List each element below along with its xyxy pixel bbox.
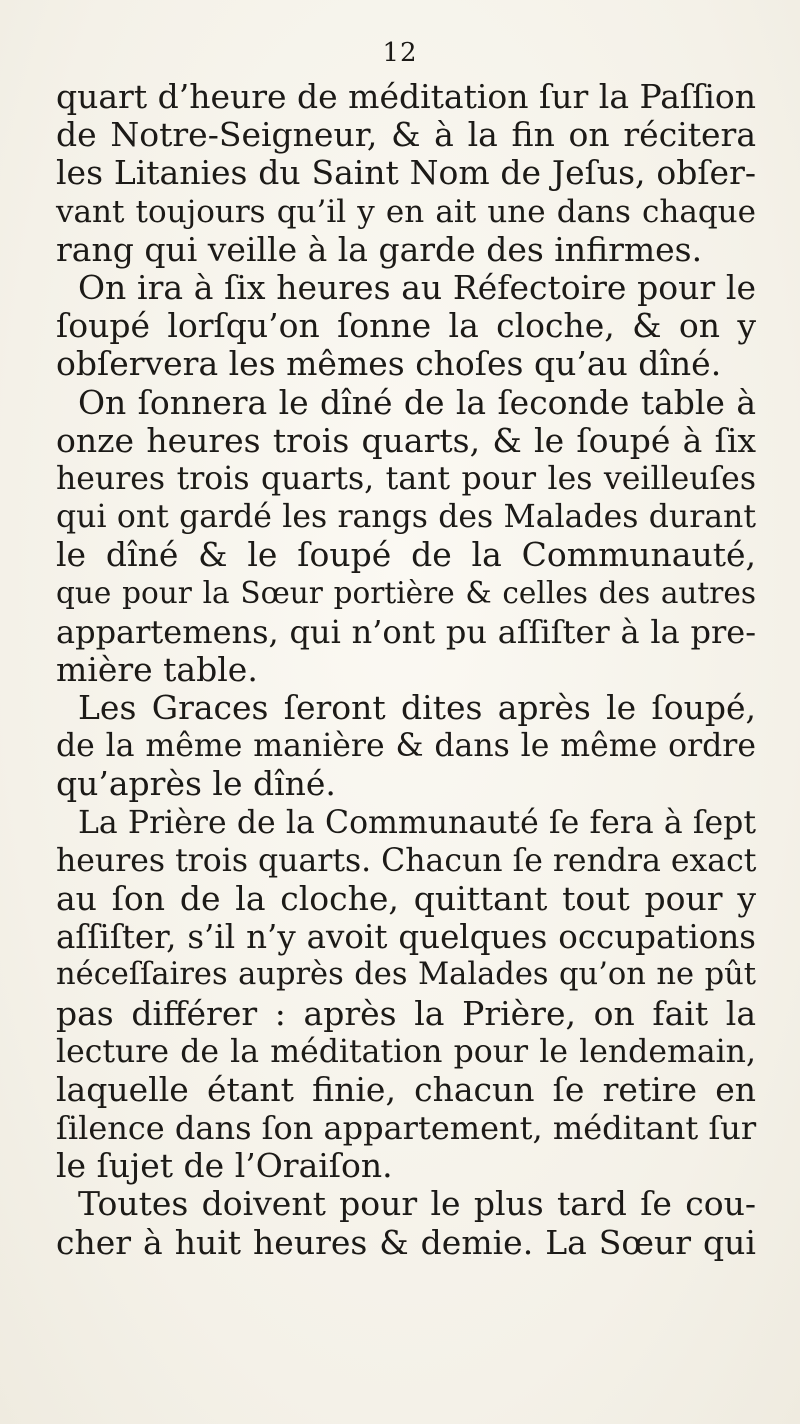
text-line: lecture de la méditation pour le lendemain,: [56, 1033, 756, 1070]
text-line: le ſujet de l’Oraiſon.: [56, 1146, 393, 1186]
text-line: Les Graces ſeront dites après le ſoupé,: [78, 688, 756, 727]
text-line: néceſſaires auprès des Malades qu’on ne pût: [56, 957, 756, 993]
text-line: La Prière de la Communauté ſe fera à ſept: [78, 804, 756, 841]
text-line: de la même manière & dans le même ordre: [56, 728, 756, 765]
text-line: quart d’heure de méditation ſur la Paſſion: [56, 77, 756, 116]
text-line: cher à huit heures & demie. La Sœur qui: [56, 1222, 756, 1262]
text-line: ſoupé lorſqu’on ſonne la cloche, & on y: [56, 306, 756, 346]
text-line: heures trois quarts, tant pour les veilleuſes: [56, 460, 756, 497]
page-number: 12: [382, 38, 418, 68]
text-line: heures trois quarts. Chacun ſe rendra exact: [56, 842, 757, 879]
text-line: rang qui veille à la garde des infirmes.: [56, 229, 703, 269]
text-line: pas différer : après la Prière, on fait la: [56, 993, 756, 1033]
text-line: On ſonnera le dîné de la ſeconde table à: [78, 382, 756, 422]
text-line: le dîné & le ſoupé de la Communauté,: [56, 535, 756, 575]
text-line: de Notre-Seigneur, & à la fin on récitera: [56, 115, 756, 155]
text-line: ſilence dans ſon appartement, méditant ſur: [56, 1109, 757, 1148]
text-line: qui ont gardé les rangs des Malades durant: [56, 499, 756, 536]
text-line: qu’après le dîné.: [56, 764, 336, 804]
text-line: onze heures trois quarts, & le ſoupé à ſix: [56, 420, 756, 460]
text-line: les Litanies du Saint Nom de Jeſus, obſer-: [56, 153, 756, 193]
text-line: obſervera les mêmes choſes qu’au dîné.: [56, 344, 722, 384]
text-line: aſſiſter, s’il n’y avoit quelques occupations: [56, 918, 756, 957]
text-line: que pour la Sœur portière & celles des autres: [56, 576, 756, 611]
text-line: laquelle étant finie, chacun ſe retire en: [56, 1069, 756, 1109]
text-line: mière table.: [56, 649, 258, 689]
text-line: vant toujours qu’il y en ait une dans chaque: [56, 193, 756, 230]
text-line: au ſon de la cloche, quittant tout pour y: [56, 878, 756, 918]
text-line: appartemens, qui n’ont pu aſſiſter à la pre-: [56, 612, 756, 651]
text-line: On ira à ſix heures au Réfectoire pour le: [78, 267, 756, 307]
text-line: Toutes doivent pour le plus tard ſe cou-: [78, 1184, 756, 1224]
page-text: [56, 78, 756, 1262]
